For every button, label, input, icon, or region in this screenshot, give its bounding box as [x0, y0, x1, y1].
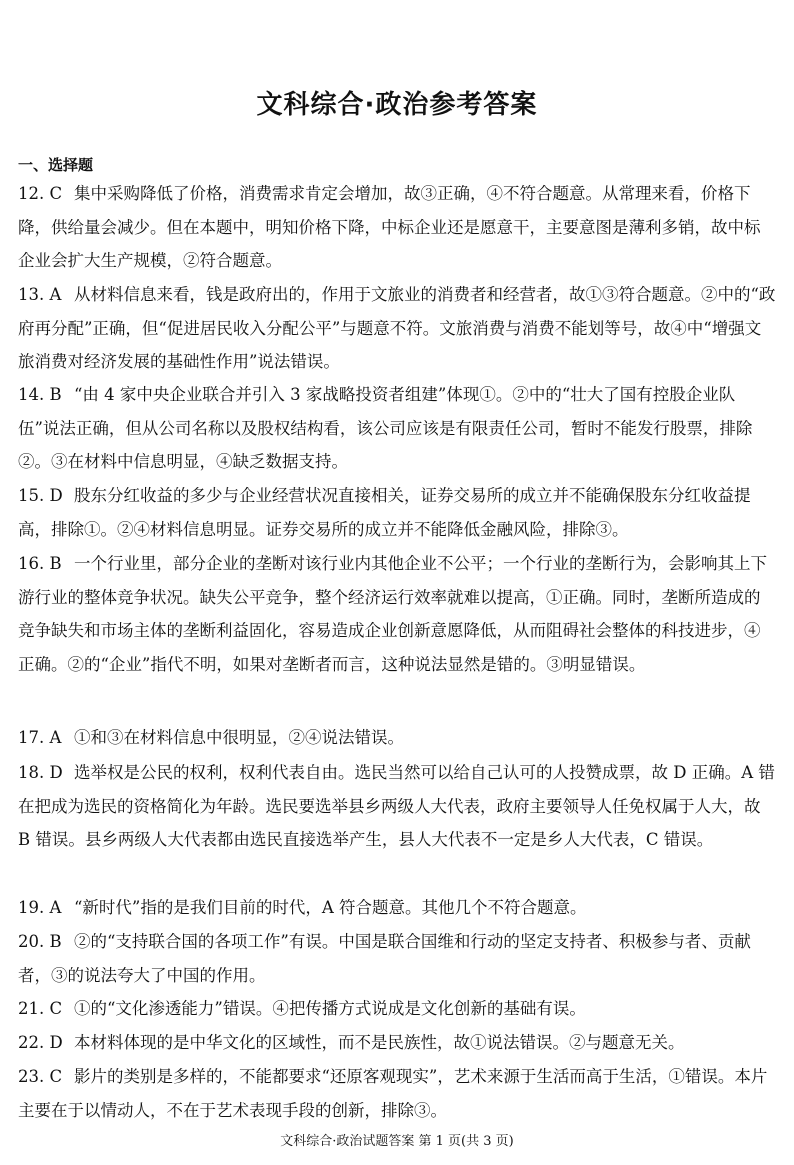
answer-number: 15. D: [18, 486, 63, 505]
answer-item-17: [18, 721, 776, 755]
answer-number: 14. B: [18, 385, 62, 404]
answer-item-22: [18, 1026, 776, 1060]
answer-number: 21. C: [18, 999, 63, 1018]
answer-item-15: [18, 479, 776, 546]
answer-explanation: 股东分红收益的多少与企业经营状况直接相关，证券交易所的成立并不能确保股东分红收益提高，排除①。②④材料信息明显。证券交易所的成立并不能降低金融风险，排除③。: [18, 486, 751, 539]
answer-explanation: “由 4 家中央企业联合并引入 3 家战略投资者组建”体现①。②中的“壮大了国有控股企业队伍”说法正确，但从公司名称以及股权结构看，该公司应该是有限责任公司，暂时不能发行股票，排除②。③在材料中信息明显，④缺乏数据支持。: [18, 385, 753, 471]
answer-number: 16. B: [18, 554, 62, 573]
answer-item-19: [18, 891, 776, 925]
answer-item-16: [18, 547, 776, 681]
answer-explanation: ①和③在材料信息中很明显，②④说法错误。: [74, 728, 404, 747]
answer-item-14: [18, 378, 776, 479]
answer-explanation: 集中采购降低了价格，消费需求肯定会增加，故③正确，④不符合题意。从常理来看，价格下降，供给量会减少。但在本题中，明知价格下降，中标企业还是愿意干，主要意图是薄利多销，故中标企业会扩大生产规模，②符合题意。: [18, 184, 761, 270]
section-heading: 一、选择题: [18, 156, 94, 174]
answer-item-12: [18, 177, 776, 278]
answer-item-23: [18, 1060, 776, 1127]
answer-number: 22. D: [18, 1033, 63, 1052]
answer-number: 19. A: [18, 898, 62, 917]
answer-number: 23. C: [18, 1067, 63, 1086]
answer-explanation: ①的“文化渗透能力”错误。④把传播方式说成是文化创新的基础有误。: [74, 999, 586, 1018]
answer-item-18: [18, 756, 776, 857]
answer-explanation: ②的“支持联合国的各项工作”有误。中国是联合国维和行动的坚定支持者、积极参与者、贡献者，③的说法夸大了中国的作用。: [18, 932, 751, 985]
answer-item-13: [18, 278, 776, 379]
answer-explanation: 影片的类别是多样的，不能都要求“还原客观现实”，艺术来源于生活而高于生活，①错误。本片主要在于以情动人，不在于艺术表现手段的创新，排除③。: [18, 1067, 768, 1120]
answer-number: 18. D: [18, 763, 63, 782]
answer-explanation: 从材料信息来看，钱是政府出的，作用于文旅业的消费者和经营者，故①③符合题意。②中的“政府再分配”正确，但“促进居民收入分配公平”与题意不符。文旅消费与消费不能划等号，故④中“增强文旅消费对经济发展的基础性作用”说法错误。: [18, 285, 776, 371]
answer-item-20: [18, 925, 776, 992]
answer-number: 20. B: [18, 932, 62, 951]
page-title: 文科综合·政治参考答案: [256, 90, 538, 120]
answer-number: 17. A: [18, 728, 62, 747]
answer-number: 13. A: [18, 285, 62, 304]
answer-explanation: 本材料体现的是中华文化的区域性，而不是民族性，故①说法错误。②与题意无关。: [74, 1033, 685, 1052]
page-footer: 文科综合·政治试题答案 第 1 页(共 3 页): [280, 1134, 514, 1149]
answer-explanation: 选举权是公民的权利，权利代表自由。选民当然可以给自己认可的人投赞成票，故 D 正确。A 错在把成为选民的资格简化为年龄。选民要选举县乡两级人大代表，政府主要领导人任免权属于人大，故 B 错误。县乡两级人大代表都由选民直接选举产生，县人大代表不一定是乡人大代表，C 错误。: [18, 763, 775, 849]
answer-explanation: 一个行业里，部分企业的垄断对该行业内其他企业不公平；一个行业的垄断行为，会影响其上下游行业的整体竞争状况。缺失公平竞争，整个经济运行效率就难以提高，①正确。同时，垄断所造成的竞争缺失和市场主体的垄断利益固化，容易造成企业创新意愿降低，从而阻碍社会整体的科技进步，④正确。②的“企业”指代不明，如果对垄断者而言，这种说法显然是错的。③明显错误。: [18, 554, 767, 674]
answer-explanation: “新时代”指的是我们目前的时代，A 符合题意。其他几个不符合题意。: [74, 898, 587, 917]
answer-number: 12. C: [18, 184, 63, 203]
answer-item-21: [18, 992, 776, 1026]
